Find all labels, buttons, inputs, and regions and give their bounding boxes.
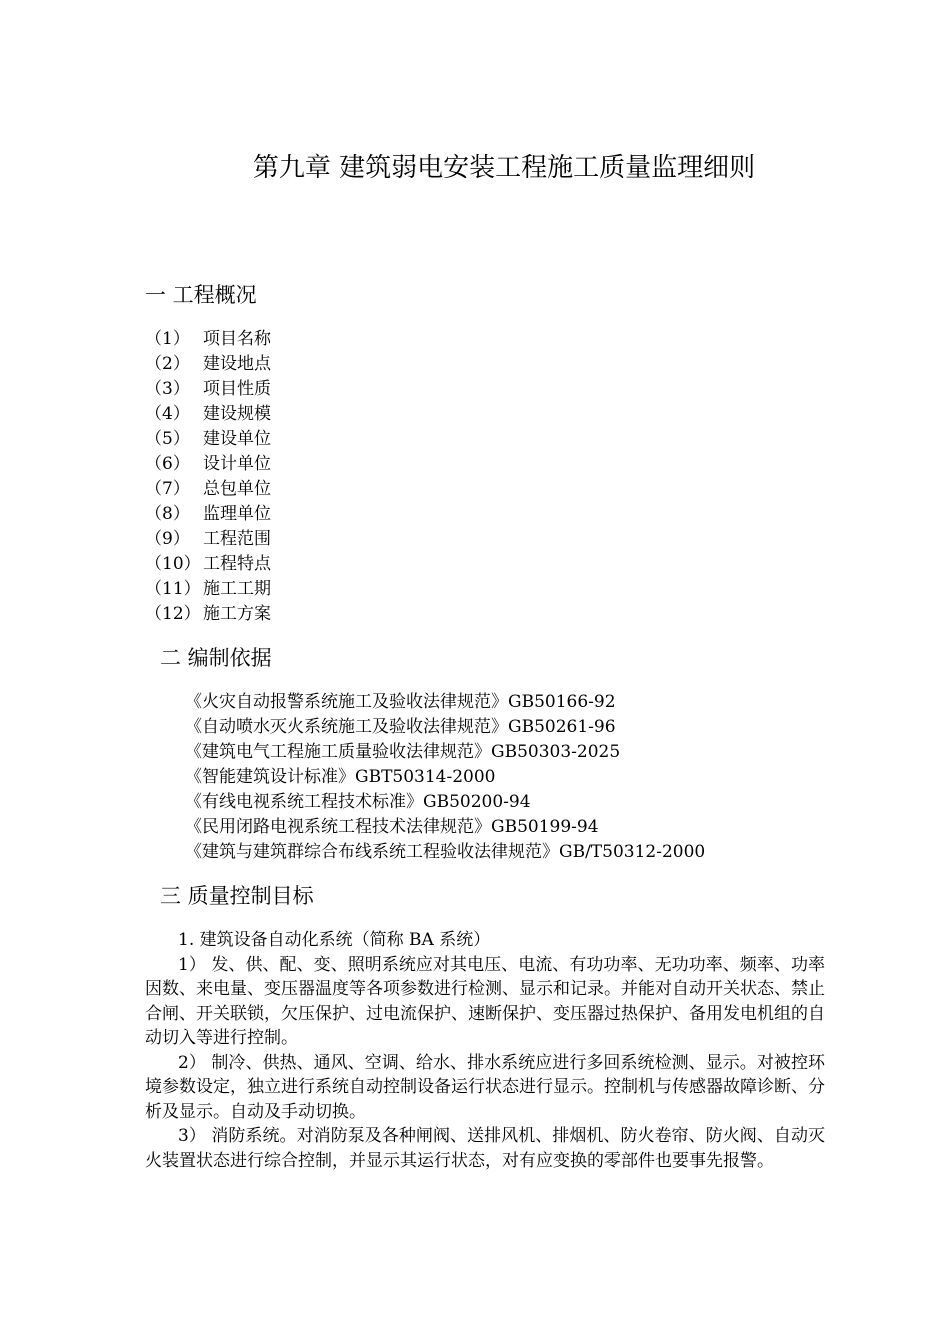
list-item <box>145 327 271 352</box>
list-item <box>145 477 271 502</box>
subsection-heading: 1. 建筑设备自动化系统（简称 BA 系统） <box>178 930 491 950</box>
standard-item: 《建筑与建筑群综合布线系统工程验收法律规范》GB/T50312-2000 <box>185 842 706 862</box>
standard-item: 《有线电视系统工程技术标准》GB50200-94 <box>185 792 531 812</box>
item-label: 工程特点 <box>203 554 271 574</box>
item-number: （8） <box>145 504 190 524</box>
item-number: （6） <box>145 454 190 474</box>
item-number: （12） <box>145 604 201 624</box>
paragraph: 1） 发、供、配、变、照明系统应对其电压、电流、有功功率、无功功率、频率、功率因数、来电量、变压器温度等各项参数进行检测、显示和记录。并能对自动开关状态、禁止合闸、开关联锁，欠压保护、过电流保护、速断保护、变压器过热保护、备用发电机组的自动切入等进行控制。 <box>145 954 825 1048</box>
item-number: （3） <box>145 379 190 399</box>
item-number: （9） <box>145 529 190 549</box>
basis-list <box>185 690 705 865</box>
list-item <box>145 452 271 477</box>
item-label: 项目名称 <box>203 329 271 349</box>
standard-item: 《建筑电气工程施工质量验收法律规范》GB50303-2025 <box>185 742 621 762</box>
item-number: （1） <box>145 329 190 349</box>
list-item <box>145 377 271 402</box>
item-number: （4） <box>145 404 190 424</box>
list-item <box>145 577 271 602</box>
standard-item: 《火灾自动报警系统施工及验收法律规范》GB50166-92 <box>185 692 616 712</box>
list-item <box>145 427 271 452</box>
overview-list <box>145 327 271 627</box>
list-item <box>145 527 271 552</box>
list-item <box>145 602 271 627</box>
item-label: 项目性质 <box>203 379 271 399</box>
quality-goals-body <box>145 928 825 1173</box>
standard-item: 《智能建筑设计标准》GBT50314-2000 <box>185 767 496 787</box>
item-label: 设计单位 <box>203 454 271 474</box>
item-label: 建设地点 <box>203 354 271 374</box>
item-number: （10） <box>145 554 201 574</box>
document-title: 第九章 建筑弱电安装工程施工质量监理细则 <box>252 153 756 183</box>
list-item <box>145 402 271 427</box>
standard-item: 《民用闭路电视系统工程技术法律规范》GB50199-94 <box>185 817 599 837</box>
item-label: 施工方案 <box>203 604 271 624</box>
paragraph: 2） 制冷、供热、通风、空调、给水、排水系统应进行多回系统检测、显示。对被控环境参数设定，独立进行系统自动控制设备运行状态进行显示。控制机与传感器故障诊断、分析及显示。自动及手动切换。 <box>145 1052 825 1122</box>
list-item <box>145 552 271 577</box>
list-item <box>145 352 271 377</box>
section-heading-quality-goals: 三 质量控制目标 <box>160 884 314 908</box>
section-heading-overview: 一 工程概况 <box>145 283 257 307</box>
list-item <box>145 502 271 527</box>
item-label: 总包单位 <box>203 479 271 499</box>
item-label: 工程范围 <box>203 529 271 549</box>
item-label: 建设规模 <box>203 404 271 424</box>
standard-item: 《自动喷水灭火系统施工及验收法律规范》GB50261-96 <box>185 717 616 737</box>
item-number: （2） <box>145 354 190 374</box>
item-number: （5） <box>145 429 190 449</box>
item-label: 监理单位 <box>203 504 271 524</box>
section-heading-basis: 二 编制依据 <box>160 646 272 670</box>
paragraph: 3） 消防系统。对消防泵及各种闸阀、送排风机、排烟机、防火卷帘、防火阀、自动灭火装置状态进行综合控制，并显示其运行状态，对有应变换的零部件也要事先报警。 <box>145 1126 825 1171</box>
item-label: 建设单位 <box>203 429 271 449</box>
item-number: （7） <box>145 479 190 499</box>
item-label: 施工工期 <box>203 579 271 599</box>
item-number: （11） <box>145 579 201 599</box>
